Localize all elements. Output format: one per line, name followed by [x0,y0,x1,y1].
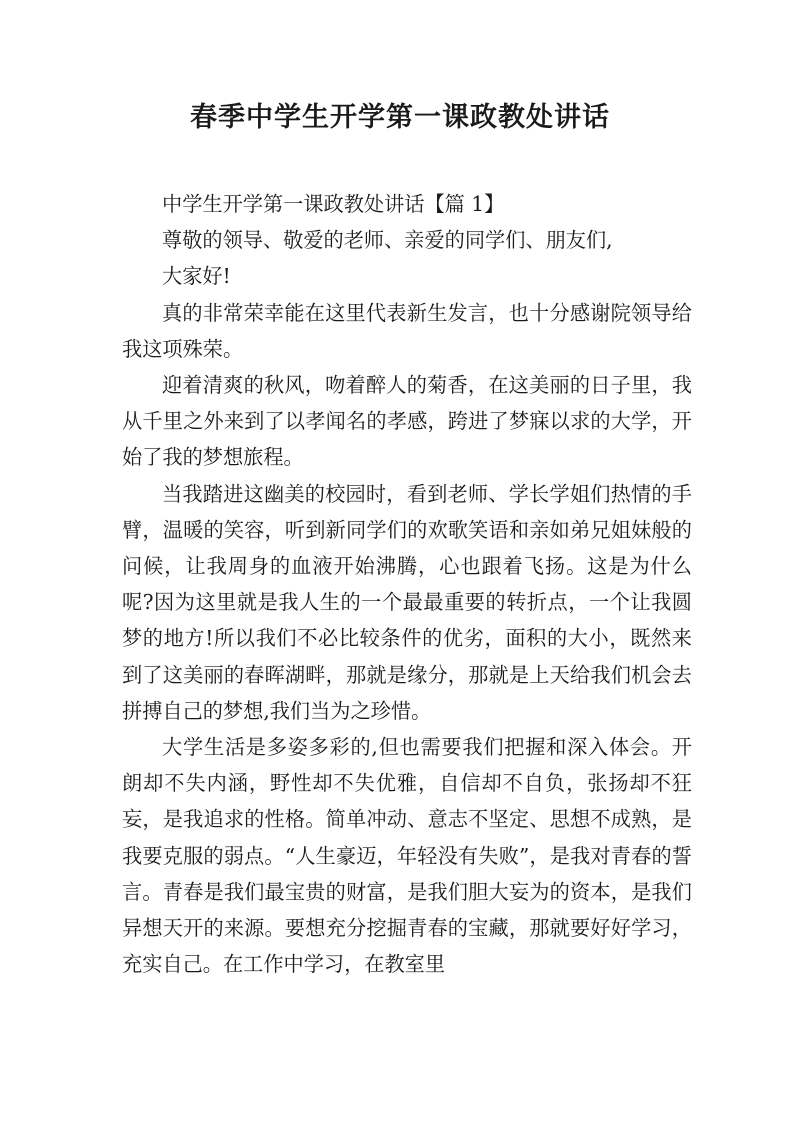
greeting: 大家好! [162,264,231,289]
section-heading: 中学生开学第一课政教处讲话【篇 1】 [162,192,505,216]
document-title: 春季中学生开学第一课政教处讲话 [190,102,610,133]
paragraph-college-life: 大学生活是多姿多彩的,但也需要我们把握和深入体会。开朗却不失内涵，野性却不失优雅，自信却不自负，张扬却不狂妄，是我追求的性格。简单冲动、意志不坚定、思想不成熟，是我要克服的弱点。“人生豪迈，年轻没有失败”，是我对青春的誓言。青春是我们最宝贵的财富，是我们胆大妄为的资本，是我们异想天开的来源。要想充分挖掘青春的宝藏，那就要好好学习，充实自己。在工作中学习，在教室里 [122,735,692,977]
salutation: 尊敬的领导、敬爱的老师、亲爱的同学们、朋友们, [162,228,613,253]
paragraph-arrival: 迎着清爽的秋风，吻着醉人的菊香，在这美丽的日子里，我从千里之外来到了以孝闻名的孝感，跨进了梦寐以求的大学，开始了我的梦想旅程。 [122,373,692,470]
paragraph-honor: 真的非常荣幸能在这里代表新生发言，也十分感谢院领导给我这项殊荣。 [122,300,692,361]
paragraph-campus: 当我踏进这幽美的校园时，看到老师、学长学姐们热情的手臂，温暖的笑容，听到新同学们的欢歌笑语和亲如弟兄姐妹般的问候，让我周身的血液开始沸腾，心也跟着飞扬。这是为什么呢?因为这里就是我人生的一个最最重要的转折点，一个让我圆梦的地方!所以我们不必比较条件的优劣，面积的大小，既然来到了这美丽的春晖湖畔，那就是缘分，那就是上天给我们机会去拼搏自己的梦想,我们当为之珍惜。 [122,481,692,723]
document-body [122,186,692,982]
